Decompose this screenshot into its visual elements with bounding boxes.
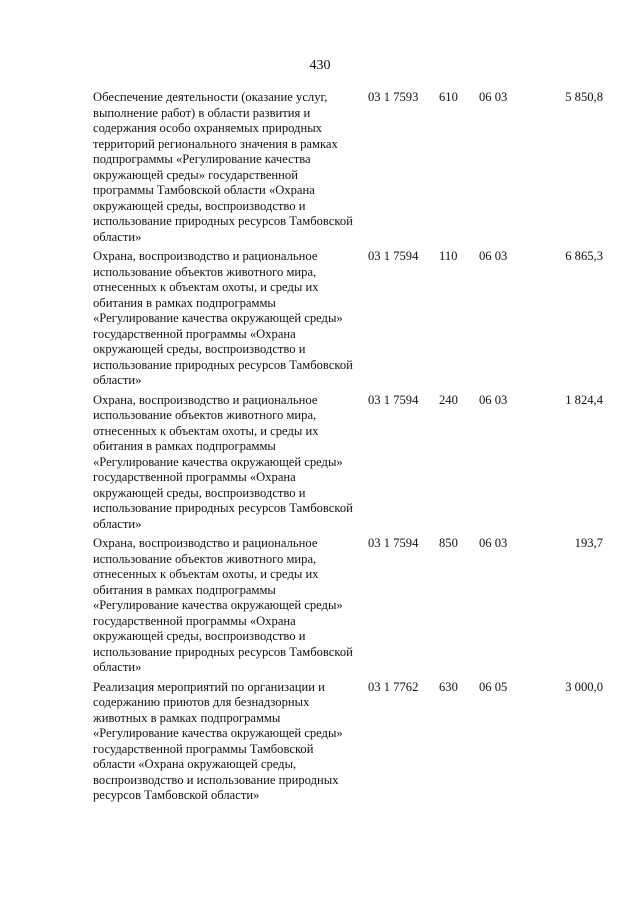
row-description: Реализация мероприятий по организации и содержанию приютов для безнадзорных животных в рамках подпрограммы «Регулирование качества окружающей среды» государственной программы Тамбовской области «Охрана окружающей среды, воспроизводство и использование природных ресурсов Тамбовской области»	[93, 679, 343, 802]
amount: 193,7	[574, 536, 603, 550]
amount: 6 865,3	[565, 249, 603, 263]
expense-type-code: 610	[439, 90, 458, 104]
table-row	[93, 680, 603, 804]
table-row	[93, 90, 603, 245]
target-article-code: 03 1 7593	[368, 90, 419, 104]
row-description: Обеспечение деятельности (оказание услуг, выполнение работ) в области развития и содержания особо охраняемых природных территорий регионального значения в рамках подпрограммы «Регулирование качества окружающей среды» государственной программы Тамбовской области «Охрана окружающей среды, воспроизводство и использование природных ресурсов Тамбовской области»	[93, 90, 353, 244]
section-code: 06 03	[479, 249, 508, 263]
table-row	[93, 249, 603, 389]
section-code: 06 03	[479, 90, 508, 104]
page-number: 430	[309, 58, 331, 73]
target-article-code: 03 1 7594	[368, 249, 419, 263]
table-row	[93, 393, 603, 533]
expense-type-code: 630	[439, 679, 458, 694]
table-row	[93, 536, 603, 676]
section-code: 06 03	[479, 392, 508, 407]
row-description: Охрана, воспроизводство и рациональное использование объектов животного мира, отнесенных к объектам охоты, и среды их обитания в рамках подпрограммы «Регулирование качества окружающей среды» государственной программы «Охрана окружающей среды, воспроизводство и использование природных ресурсов Тамбовской области»	[93, 536, 353, 674]
section-code: 06 03	[479, 536, 508, 550]
row-description: Охрана, воспроизводство и рациональное использование объектов животного мира, отнесенных к объектам охоты, и среды их обитания в рамках подпрограммы «Регулирование качества окружающей среды» государственной программы «Охрана окружающей среды, воспроизводство и использование природных ресурсов Тамбовской области»	[93, 392, 353, 531]
amount: 5 850,8	[565, 90, 603, 104]
expense-type-code: 110	[439, 249, 458, 263]
expense-type-code: 850	[439, 536, 458, 550]
row-description: Охрана, воспроизводство и рациональное использование объектов животного мира, отнесенных к объектам охоты, и среды их обитания в рамках подпрограммы «Регулирование качества окружающей среды» государственной программы «Охрана окружающей среды, воспроизводство и использование природных ресурсов Тамбовской области»	[93, 249, 353, 387]
amount: 3 000,0	[565, 679, 603, 694]
target-article-code: 03 1 7594	[368, 392, 419, 407]
budget-table	[93, 90, 603, 808]
expense-type-code: 240	[439, 392, 458, 407]
target-article-code: 03 1 7762	[368, 679, 419, 694]
section-code: 06 05	[479, 679, 508, 694]
amount: 1 824,4	[565, 392, 603, 407]
target-article-code: 03 1 7594	[368, 536, 419, 550]
